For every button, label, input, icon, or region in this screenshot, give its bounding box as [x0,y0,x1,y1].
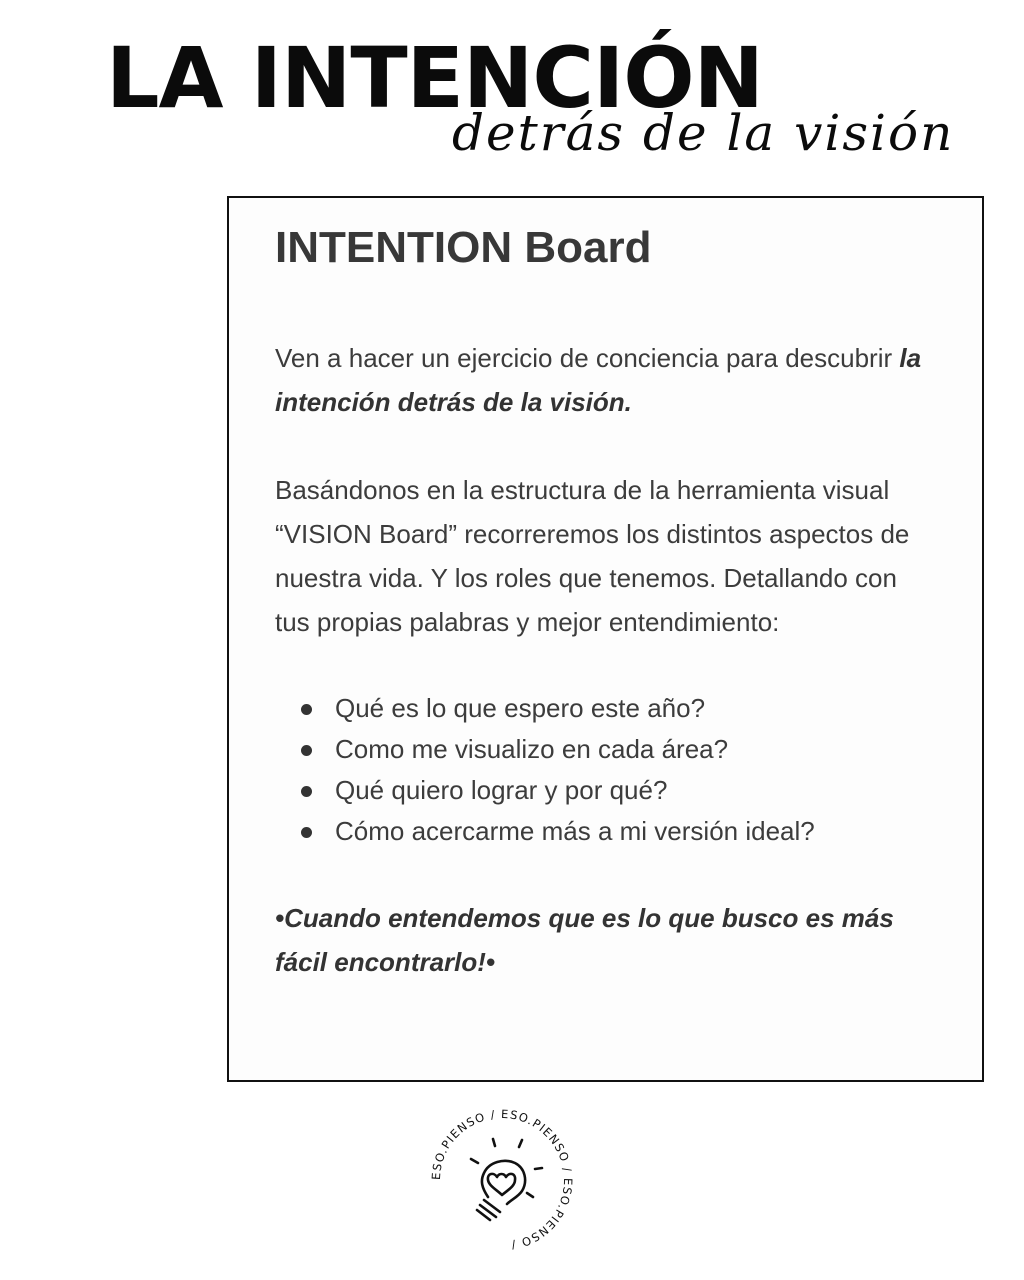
question-text: Como me visualizo en cada área? [335,734,729,764]
list-item [299,688,935,729]
eso-pienso-logo [424,1102,580,1258]
bullet-icon [301,704,312,715]
closing-statement: •Cuando entendemos que es lo que busco es más fácil encontrarlo!• [275,903,894,977]
list-item [299,729,935,770]
intro-paragraph [275,336,935,424]
question-text: Cómo acercarme más a mi versión ideal? [335,816,815,846]
questions-list [275,688,935,852]
list-item [299,811,935,852]
bullet-icon [301,745,312,756]
page-title: LA INTENCIÓN [106,29,763,127]
question-text: Qué es lo que espero este año? [335,693,706,723]
page-subtitle: detrás de la visión [452,104,955,162]
intro-text: Ven a hacer un ejercicio de conciencia para descubrir [275,343,900,373]
list-item [299,770,935,811]
bullet-icon [301,827,312,838]
logo-ring-text: ESO.PIENSO / ESO.PIENSO / ESO.PIENSO / [428,1106,576,1253]
card-title: INTENTION Board [275,223,652,272]
description-paragraph: Basándonos en la estructura de la herramienta visual “VISION Board” recorreremos los distintos aspectos de nuestra vida. Y los roles que tenemos. Detallando con tus propias palabras y mejor entendimiento: [275,475,910,637]
question-text: Qué quiero lograr y por qué? [335,775,668,805]
intention-board-card [227,196,984,1082]
card-content [275,222,935,984]
lightbulb-heart-icon [471,1139,542,1220]
intro-emphasis: la intención detrás de la visión. [275,343,922,417]
bullet-icon [301,786,312,797]
